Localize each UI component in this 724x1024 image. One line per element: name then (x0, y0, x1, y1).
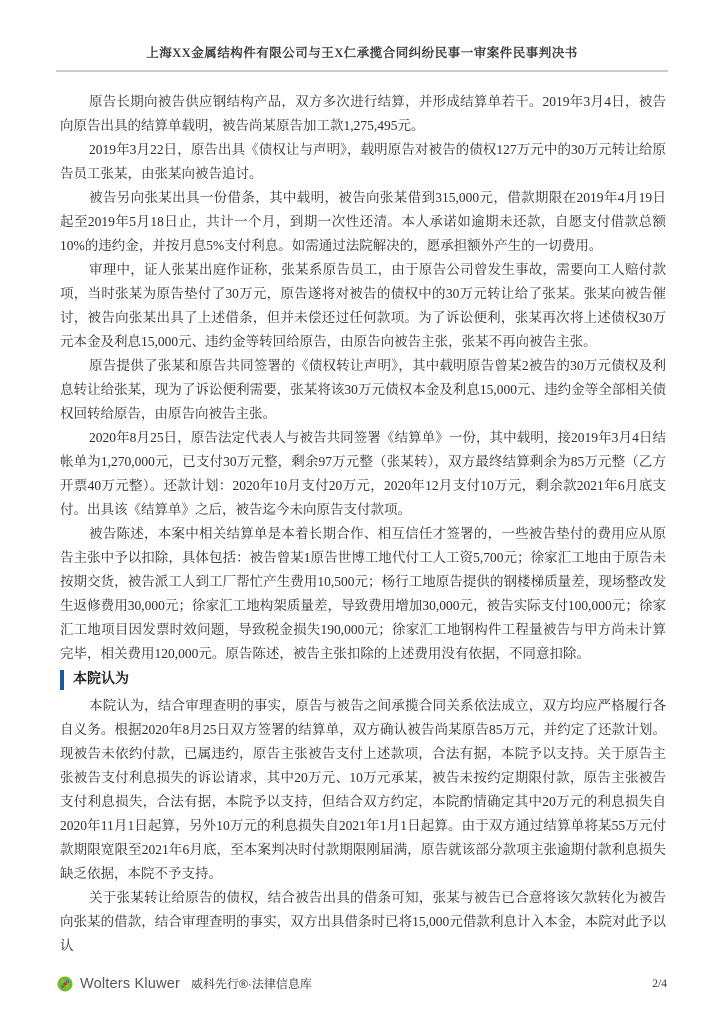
paragraph: 被告另向张某出具一份借条，其中载明，被告向张某借到315,000元，借款期限在2019年4月19日起至2019年5月18日止，共计一个月，到期一次性还清。本人承诺如逾期未还款，自愿支付借款总额10%的违约金，并按月息5%支付利息。如需通过法院解决的，愿承担额外产生的一切费用。 (60, 190, 666, 253)
document-header (56, 46, 668, 72)
paragraph: 原告长期向被告供应钢结构产品，双方多次进行结算，并形成结算单若干。2019年3月4日，被告向原告出具的结算单载明，被告尚某原告加工款1,275,495元。 (60, 94, 666, 133)
paragraph: 原告提供了张某和原告共同签署的《债权转让声明》，其中载明原告曾某2被告的30万元债权及利息转让给张某，现为了诉讼便利需要，张某将该30万元债权本金及利息15,000元、违约金等全部相关债权回转给原告，由原告向被告主张。 (60, 358, 666, 421)
section-heading-court-opinion: 本院认为 (60, 670, 666, 690)
paragraph: 本院认为，结合审理查明的事实，原告与被告之间承揽合同关系依法成立，双方均应严格履行各自义务。根据2020年8月25日双方签署的结算单，双方确认被告尚某原告85万元，并约定了还款计划。现被告未依约付款，已属违约，原告主张被告支付上述款项，合法有据，本院予以支持。关于原告主张被告支付利息损失的诉讼请求，其中20万元、10万元承某，被告未按约定期限付款，原告主张被告支付利息损失，合法有据，本院予以支持，但结合双方约定，本院酌情确定其中20万元的利息损失自2020年11月1日起算，另外10万元的利息损失自2021年1月1日起算。由于双方通过结算单将某55万元付款期限宽限至2021年6月底，至本案判决时付款期限刚届满，原告就该部分款项主张逾期付款利息损失缺乏依据，本院不予支持。 (60, 698, 666, 881)
footer-product-text: 威科先行®·法律信息库 (191, 977, 312, 991)
document-title: 上海XX金属结构件有限公司与王X仁承揽合同纠纷民事一审案件民事判决书 (146, 46, 578, 60)
facts-section (60, 90, 666, 666)
paragraph: 被告陈述，本案中相关结算单是本着长期合作、相互信任才签署的，一些被告垫付的费用应从原告主张中予以扣除，具体包括：被告曾某1原告世博工地代付工人工资5,700元；徐家汇工地由于原告未按期交货，被告派工人到工厂帮忙产生费用10,500元；杨行工地原告提供的钢楼梯质量差，现场整改发生返修费用30,000元；徐家汇工地构架质量差，导致费用增加30,000元，被告实际支付100,000元；徐家汇工地项目因发票时效问题，导致税金损失190,000元；徐家汇工地钢构件工程量被告与甲方尚未计算完毕，相关费用120,000元。原告陈述，被告主张扣除的上述费用没有依据，不同意扣除。 (60, 526, 666, 661)
document-body (60, 90, 666, 958)
header-divider (56, 70, 668, 72)
paragraph: 2020年8月25日，原告法定代表人与被告共同签署《结算单》一份，其中载明，接2019年3月4日结帐单为1,270,000元，已支付30万元整，剩余97万元整（张某转），双方最终结算剩余为85万元整（乙方开票40万元整）。还款计划：2020年10月支付20万元，2020年12月支付10万元，剩余款2021年6月底支付。出具该《结算单》之后，被告迄今未向原告支付款项。 (60, 430, 666, 517)
paragraph: 2019年3月22日，原告出具《债权让与声明》，载明原告对被告的债权127万元中的30万元转让给原告员工张某，由张某向被告追讨。 (60, 142, 666, 181)
court-opinion-section (60, 694, 666, 958)
footer-brand-text: Wolters Kluwer (80, 975, 181, 992)
footer-brand-group (57, 975, 312, 992)
wolters-kluwer-logo-icon (57, 976, 73, 992)
document-footer (57, 975, 667, 992)
paragraph: 审理中，证人张某出庭作证称，张某系原告员工，由于原告公司曾发生事故，需要向工人赔付款项，当时张某为原告垫付了30万元，原告遂将对被告的债权中的30万元转让给了张某。张某向被告催讨，被告向张某出具了上述借条，但并未偿还过任何款项。为了诉讼便利，张某再次将上述债权30万元本金及利息15,000元、违约金等转回给原告，由原告向被告主张，张某不再向被告主张。 (60, 262, 666, 349)
paragraph: 关于张某转让给原告的债权，结合被告出具的借条可知，张某与被告已合意将该欠款转化为被告向张某的借款，结合审理查明的事实，双方出具借条时已将15,000元借款利息计入本金，本院对此予以认 (60, 890, 666, 953)
page-number: 2/4 (652, 977, 667, 990)
